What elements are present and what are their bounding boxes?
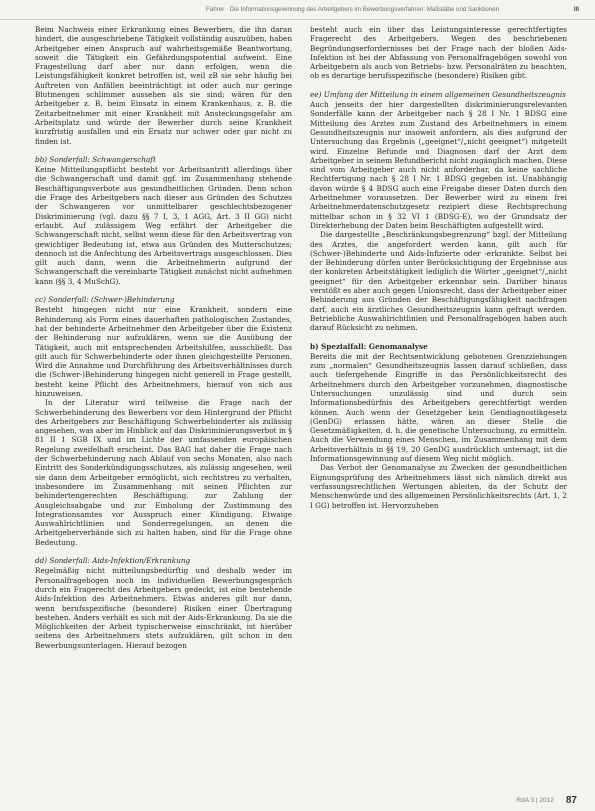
paragraph: Bereits die mit der Rechtsentwicklung gebotenen Grenzziehungen zum „normalen“ Gesundheitszeugnis lassen darauf schließen, dass auch tiefergehende Eingriffe in das Persönlichkeitsrecht des Arbeitnehmers durch den Arbeitgeber vorzunehmen, diagnostische Untersuchungen unzulässig sind und durch sein Informationsbedürfnis des Arbeitgebers gerechtfertigt werden können. Auch wenn der Gesetzgeber kein Gendiagnostikgesetz (GenDG) erlassen hätte, wären an dieser Stelle die Gesetzmäßigkeiten, d. h. die genetische Untersuchung, zu ermitteln. Auch die Verwendung eines Menschen, im Zusammenhang mit dem Arbeitsverhältnis in §§ 19, 20 GenDG ausdrücklich untersagt, ist die Informationsgewinnung auf diesem Weg nicht möglich. [310, 351, 567, 464]
left-column [35, 25, 292, 650]
section-heading: bb) Sonderfall: Schwangerschaft [35, 154, 156, 164]
paragraph: Besteht hingegen nicht nur eine Krankheit, sondern eine Behinderung als Form eines dauerhaften pathologischen Zustandes, hat der behinderte Arbeitnehmer den Arbeitgeber über die Existenz der Behinderung nur aufzuklären, wenn sie die Ausübung der Tätigkeit, auch mit entsprechenden Arbeitshilfen, ausschließt. Das gilt auch für Schwerbehinderte oder ihnen gleichgestellte Personen. Wird die Annahme und Durchführung des Arbeitsverhältnisses durch die (Schwer-)Behinderung hingegen nicht generell in Frage gestellt, besteht keine Pflicht des Arbeitnehmers, hierauf von sich aus hinzuweisen. [35, 305, 292, 398]
right-column [310, 25, 567, 510]
paragraph: In der Literatur wird teilweise die Frage nach der Schwerbehinderung des Bewerbers vor dem Hintergrund der Pflicht des Arbeitgebers zur Beschäftigung Schwerbehinderter als zulässig angesehen, was aber im Hinblick auf das Diskriminierungsverbot in § 81 II 1 SGB IX und im Lichte der umfassenden europäischen Regelung zweifelhaft erscheint. Das BAG hat daher die Frage nach der Schwerbehinderung nach Ablauf von sechs Monaten, also nach Eintritt des Sonderkündigungsschutzes, als zulässig angesehen, weil sie dann dem Arbeitgeber ermöglicht, sich rechtstreu zu verhalten, insbesondere im Zusammenhang mit seinen Pflichten zur behindertengerechten Beschäftigung, zur Zahlung der Ausgleichsabgabe und zur Einholung der Zustimmung des Integrationsamtes vor Ausspruch einer Kündigung. Etwaige Auswahlrichtlinien und Sonderregelungen, an denen die Arbeitgeberverbände sich zu halten haben, sind für die Frage ohne Bedeutung. [35, 398, 292, 547]
paragraph: Beim Nachweis einer Erkrankung eines Bewerbers, die ihn daran hindert, die ausgeschriebene Tätigkeit vollständig auszuüben, haben Arbeitgeber einen Anspruch auf wahrheitsgemäße Beantwortung, soweit die Tätigkeit ein Gefährdungspotential aufweist. Eine Fragestellung darf aber nur dann erfolgen, wenn die Leistungsfähigkeit konkret betroffen ist, weil zB sie sehr häufig bei Auftreten von Anfällen beeinträchtigt ist oder auch nur geringe Blutmengen schlimmer aussehen als sie sind; wären für den Arbeitgeber z. B. beim Einsatz in einem Krankenhaus, z. B. die Zeitarbeitnehmer mit einer Krankheit mit Ansteckungsgefahr am Arbeitsplatz und würde der Bewerber durch seine Krankheit kurzfristig ausfallen und ein Ersatz nur schwer oder gar nicht zu finden ist. [35, 25, 292, 146]
paragraph: Das Verbot der Genomanalyse zu Zwecken der gesundheitlichen Eignungsprüfung des Arbeitnehmers lässt sich nämlich direkt aus verfassungsrechtlichen Wertungen ableiten, da der Schutz der Menschenwürde und des allgemeinen Persönlichkeitsrechts (Art. 1, 2 I GG) betroffen ist. Hervorzuheben [310, 463, 567, 510]
page-number: 87 [565, 794, 577, 806]
section-heading: b) Spezialfall: Genomanalyse [310, 341, 428, 351]
paragraph: besteht auch ein über das Leistungsinteresse gerechtfertigtes Fragerecht des Arbeitgebers. Wegen des beschriebenen Begründungserfordernisses bei der Frage nach der bloßen Aids-Infektion ist bei der Abfassung von Personalfragebögen sowohl von Arbeitgebern als auch von Betriebs- bzw. Personalräten zu beachten, ob es derartige berufsspezifische (besondere) Risiken gibt. [310, 25, 567, 81]
section-heading: cc) Sonderfall: (Schwer-)Behinderung [35, 295, 175, 305]
paragraph: Regelmäßig nicht mitteilungsbedürftig und deshalb weder im Personalfragebogen noch im individuellen Bewerbungsgespräch durch ein Fragerecht des Arbeitgebers gedeckt, ist eine bestehende Aids-Infektion des Arbeitnehmers. Etwas anderes gilt nur dann, wenn berufsspezifische (besondere) Risiken einer Übertragung bestehen. Anders verhält es sich mit der Aids-Erkrankung. Da sie die Möglichkeiten der Arbeit typischerweise einschränkt, ist hierüber seitens des Arbeitnehmers stets aufzuklären, gilt schon in den Bewerbungsunterlagen. Hierauf bezogen [35, 566, 292, 650]
paragraph: Auch jenseits der hier dargestellten diskriminierungsrelevanten Sonderfälle kann der Arbeitgeber nach § 28 I Nr. 1 BDSG eine Mitteilung des Arztes zum Zustand des Arbeitnehmers in einem Gesundheitszeugnis nur insoweit anfordern, als dies aufgrund der Untersuchung das Ergebnis („geeignet“/„nicht geeignet“) mitgeteilt wird. Einzelne Befunde und Diagnosen darf der Arzt dem Arbeitgeber in seinem Befundbericht nicht zugänglich machen. Diese sind vom Arbeitgeber auch nicht anforderbar, da keine sachliche Rechtfertigung nach § 28 I Nr. 1 BDSG gegeben ist. Unabhängig davon würde § 4 BDSG auch eine Freigabe dieser Daten durch den Arbeitnehmer voraussetzen. Der Bewerber wird zu einem frei Arbeitnehmerdatenschutzgesetz rezipiert diese Rechtsprechung mittelbar schon in § 32 VI 1 (BDSG-E), wo der Grundsatz der Direkterhebung der Daten beim Beschäftigten aufgestellt wird. [310, 100, 567, 230]
journal-issue: RdA 3 | 2012 [516, 796, 554, 804]
paragraph: Die dargestellte „Beschränkungsbegrenzung“ bzgl. der Mitteilung des Arztes, die angefordert werden kann, gilt auch für (Schwer-)Behinderte und Aids-Infizierte oder -erkrankte. Selbst bei der Behinderung dürfen unter Berücksichtigung der Ergebnisse aus der konkreten Arbeitstätigkeit lediglich die Wörter „geeignet“/„nicht geeignet“ für den Arbeitgeber erkennbar sein. Darüber hinaus verstößt es aber auch gegen Unionsrecht, dass der Arbeitgeber einer Behinderung aus Gründen der Beschäftigungsfähigkeit nachfragen darf, auch ein ärztliches Gesundheitszeugnis kann gefragt werden. Betriebliche Auswahlrichtlinien und Personalfragebögen haben auch darauf Rücksicht zu nehmen. [310, 230, 567, 333]
page-footer [0, 789, 595, 811]
header-title: Fahrer · Die Informationsgewinnung des Arbeitgebers im Bewerbungsverfahren: Maßstäbe und Sanktionen [205, 6, 500, 13]
running-header [0, 0, 595, 20]
paragraph: Keine Mitteilungspflicht besteht vor Arbeitsantritt allerdings über die Schwangerschaft und damit ggf. im Zusammenhang stehende Beschäftigungsverbote aus gesundheitlichen Gründen. Denn schon die Frage des Arbeitgebers nach dieser aus Gründen des Schutzes der Schwangeren vor unmittelbarer geschlechtsbezogener Diskriminierung (vgl. dazu §§ 7 I, 3, 1 AGG, Art. 3 II GG) nicht erlaubt. Auf zulässigem Weg erfährt der Arbeitgeber die Schwangerschaft nicht, selbst wenn diese für den Arbeitsvertrag von gewichtiger Bedeutung ist, etwa aus Gründen des Mutterschutzes; dennoch ist die Anfechtung des Arbeitsvertrags ausgeschlossen. Dies gilt auch dann, wenn die Arbeitnehmerin aufgrund der Schwangerschaft die vereinbarte Tätigkeit zunächst nicht aufnehmen kann (§§ 3, 4 MuSchG). [35, 165, 292, 286]
header-section-mark: III [573, 6, 579, 13]
section-heading: dd) Sonderfall: Aids-Infektion/Erkrankung [35, 556, 191, 566]
section-heading: ee) Umfang der Mitteilung in einem allgemeinen Gesundheitszeugnis [310, 89, 566, 99]
